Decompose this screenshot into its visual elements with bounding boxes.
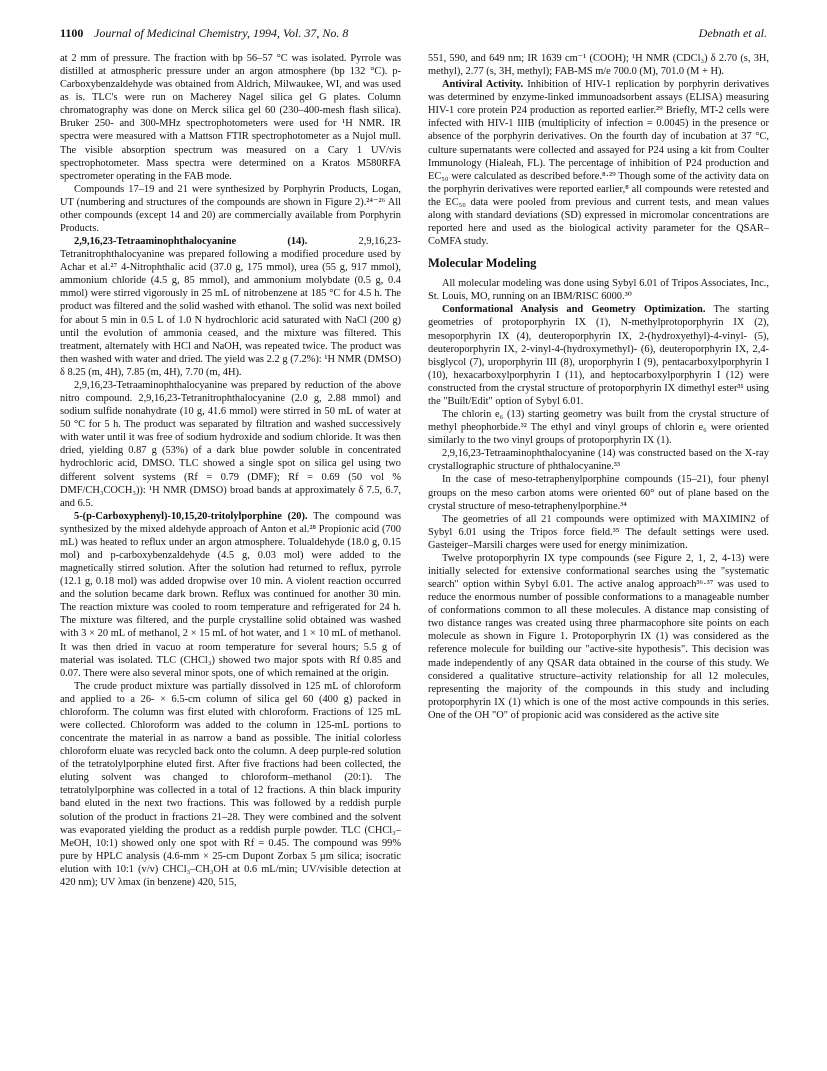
page-number: 1100 xyxy=(60,26,84,40)
running-authors: Debnath et al. xyxy=(698,26,767,40)
body-paragraph xyxy=(428,552,769,722)
body-paragraph xyxy=(60,680,401,889)
body-paragraph xyxy=(428,408,769,447)
paragraph-text: The chlorin e₆ (13) starting geometry was built from the crystal structure of methyl pheophorbide.³² The ethyl and vinyl groups of chlorin e₆ were oriented similarly to the two vinyl groups of protoporphyrin IX (1). xyxy=(428,409,769,447)
body-paragraph xyxy=(428,447,769,473)
paragraph-text: All molecular modeling was done using Sybyl 6.01 of Tripos Associates, Inc., St. Louis, MO, running on an IBM/RISC 6000.³⁰ xyxy=(428,278,769,303)
paragraph-text: 551, 590, and 649 nm; IR 1639 cm⁻¹ (COOH); ¹H NMR (CDCl₃) δ 2.70 (s, 3H, methyl), 2.77 (s, 3H, methyl); FAB-MS m/e 700.0 (M), 701.0 (M + H). xyxy=(428,53,769,78)
paragraph-text: Inhibition of HIV-1 replication by porphyrin derivatives was determined by enzyme-linked immunoadsorbent assays (ELISA) measuring HIV-1 core protein P24 production as reported earlier.²⁹ Briefly, MT-2 cells were infected with HIV-1 IIIB (multiplicity of infection = 0.0045) in the presence or absence of the porphyrin derivatives. On the fourth day of incubation at 37 °C, culture supernatants were collected and assayed for P24 using a kit from Coulter Immunology (Hialeah, FL). The percentage of inhibition of P24 production and EC₅₀ were calculated as described before.⁸·²⁹ Though some of the activity data on the porphyrin derivatives were reported earlier,⁸ all compounds were retested and the EC₅₀ data were pooled from previous and current tests, and mean values along with standard deviations (SD) expressed in micromolar concentrations are reported here and used as the biological activity parameter for the QSAR–CoMFA study. xyxy=(428,79,769,248)
journal-citation: Journal of Medicinal Chemistry, 1994, Vol. 37, No. 8 xyxy=(94,26,349,40)
paragraph-text: The compound was synthesized by the mixed aldehyde approach of Anton et al.²⁸ Propionic acid (700 mL) was heated to reflux under an argon atmosphere. Tolualdehyde (18.0 g, 0.15 mol) and p-carboxybenzaldehyde (4.5 g, 0.03 mol) were added to the magnetically stirred solution. After the solution had returned to reflux, pyrrole (12.1 g, 0.18 mol) was added dropwise over 10 min. A violent reaction occurred and the solution became dark brown. Reflux was continued for another 30 min. The reaction mixture was cooled to room temperature and refrigerated for 24 h. The mixture was filtered, and the purple crystalline solid obtained was washed with 3 × 20 mL of methanol, 2 × 15 mL of hot water, and 1 × 10 mL of methanol. It was then dried in vacuo at room temperature for several hours; 5.5 g of material was isolated. TLC (CHCl₃) showed two major spots with Rf 0.85 and 0.07. There were also several minor spots, one of which remained at the origin. xyxy=(60,510,401,679)
body-paragraph xyxy=(428,513,769,552)
paragraph-text: 2,9,16,23-Tetraaminophthalocyanine was prepared by reduction of the above nitro compound. 2,9,16,23-Tetranitrophthalocyanine (2.0 g, 2.88 mmol) and sodium sulfide nonahydrate (10 g, 41.6 mmol) were stirred in 50 mL of water at 50 °C for 5 h. The product was separated by filtration and washed successively with water until it was free of sodium hydroxide and sodium chloride. It was then dried, yielding 0.87 g (53%) of a dark blue powder soluble in concentrated hydrochloric acid, DMSO. TLC showed a single spot on silica gel using two different solvent systems (Rf = 0.79 (DMF); Rf = 0.69 (50 vol % DMF/CH₃COCH₃)): ¹H NMR (DMSO) broad bands at approximately δ 7.5, 6.7, and 6.5. xyxy=(60,379,401,509)
run-in-heading: 5-(p-Carboxyphenyl)-10,15,20-tritolylporphine (20). xyxy=(74,510,308,522)
body-paragraph xyxy=(428,78,769,248)
paragraph-text: 2,9,16,23-Tetraaminophthalocyanine (14) was constructed based on the X-ray crystallographic structure of phthalocyanine.³³ xyxy=(428,448,769,473)
body-paragraph xyxy=(60,183,401,235)
section-heading: Molecular Modeling xyxy=(428,256,537,271)
body-paragraph xyxy=(60,510,401,680)
body-paragraph xyxy=(428,303,769,408)
paragraph-text: The starting geometries of protoporphyrin IX (1), N-methylprotoporphyrin IX (2), mesoporphyrin IX (4), deuteroporphyrin IX, 2-(hydroxyethyl)-4-vinyl- (5), deuteroporphyrin IX, 2-vinyl-4-(hydroxymethyl)- (6), deuteroporphyrin IX, 2,4-bisglycol (7), uroporphyrin III (8), uroporphyrin I (9), pentacarboxylporphyrin I (10), hexacarboxylporphyrin I (11), and heptocarboxylporphyrin I (12) were constructed from the crystal structure of protoporphyrin IX dimethyl ester³¹ using the "Built/Edit" option of Sybyl 6.01. xyxy=(428,304,769,407)
left-column xyxy=(60,52,401,889)
paragraph-text: In the case of meso-tetraphenylporphine compounds (15–21), four phenyl groups on the meso carbon atoms were oriented 60° out of plane based on the crystal structure of meso-tetraphenylporphine.³⁴ xyxy=(428,474,769,512)
paragraph-text: The geometries of all 21 compounds were optimized with MAXIMIN2 of Sybyl 6.01 using the Tripos force field.³⁵ The default settings were used. Gasteiger–Marsili charges were used for energy minimization. xyxy=(428,513,769,551)
body-paragraph xyxy=(428,473,769,512)
body-paragraph xyxy=(60,379,401,510)
run-in-heading: Antiviral Activity. xyxy=(442,79,524,91)
right-column xyxy=(428,52,769,722)
paragraph-text: 2,9,16,23-Tetranitrophthalocyanine was prepared following a modified procedure used by Achar et al.²⁷ 4-Nitrophthalic acid (37.0 g, 175 mmol), urea (55 g, 917 mmol), ammonium chloride (4.5 g, 85 mmol), and ammonium molybdate (0.5 g, 0.4 mmol) were stirred vigorously in 25 mL of nitrobenzene at 185 °C for 4.5 h. The product was filtered and the solid washed with ethanol. The solid was next boiled for about 5 min in 0.5 L of 1.0 N hydrochloric acid saturated with NaCl (200 g) until the evolution of ammonia ceased, and the mixture was filtered. This treatment, alternately with HCl and NaOH, was repeated twice. The product was then washed with water and dried. The yield was 2.2 g (7.2%): ¹H NMR (DMSO) δ 8.25 (m, 4H), 7.85 (m, 4H), 7.70 (m, 4H). xyxy=(60,236,401,378)
paragraph-text: at 2 mm of pressure. The fraction with bp 56–57 °C was isolated. Pyrrole was distilled at atmospheric pressure under an argon atmosphere (bp 132 °C). p-Carboxybenzaldehyde was obtained from Aldrich, Milwaukee, WI, and was used as is. TLC's were run on Macherey Nagel silica gel G plates. Column chromatography was done on Merck silica gel 60 (230–400-mesh flash silica). Bruker 250- and 300-MHz spectrophotometers were used for ¹H NMR. IR spectra were measured with a Mattson FTIR spectrophotometer as a Nujol mull. The visible absorption spectrum was measured on a Cary 1 UV/vis spectrophotometer. Mass spectra were determined on a Kratos M580RFA spectrometer operating in the FAB mode. xyxy=(60,53,401,182)
paragraph-text: The crude product mixture was partially dissolved in 125 mL of chloroform and applied to a 26- × 6.5-cm column of silica gel 60 (400 g) packed in chloroform. The column was first eluted with chloroform. Fractions of 125 mL were collected. Chloroform was added to the column in 125-mL portions to concentrate the material in as narrow a band as possible. The initial colorless chloroform eluate was recycled back onto the column. A deep purple-red solution of the tetratolylporphine eluted first. After five fractions had been collected, the eluting solvent was changed to chloroform–methanol (20:1). The tetratolylporphine was collected in a total of 12 fractions. A thin black impurity band eluted in the next two fractions. This was followed by a reddish purple solution of the product in fractions 21–28. They were combined and the solvent was evaporated yielding the product as a reddish purple powder. TLC (CHCl₃–MeOH, 10:1) showed only one spot with Rf = 0.45. The compound was 99% pure by HPLC analysis (4.6-mm × 25-cm Dupont Zorbax 5 µm silica; isocratic elution with 10:1 (v/v) CHCl₃–CH₃OH at 0.6 mL/min; UV/visible detection at 420 nm); UV λmax (in benzene) 420, 515, xyxy=(60,680,401,888)
run-in-heading: 2,9,16,23-Tetraaminophthalocyanine (14). xyxy=(74,236,308,248)
body-paragraph xyxy=(428,52,769,78)
page-header xyxy=(60,26,767,42)
paragraph-text: Compounds 17–19 and 21 were synthesized by Porphyrin Products, Logan, UT (numbering and structures of the compounds are shown in Figure 2).²⁴⁻²⁶ All other compounds (except 14 and 20) are commercially available from Porphyrin Products. xyxy=(60,183,401,235)
body-paragraph xyxy=(60,235,401,379)
body-paragraph xyxy=(428,277,769,303)
paragraph-text: Twelve protoporphyrin IX type compounds (see Figure 2, 1, 2, 4-13) were initially selected for extensive conformational searches using the "systematic search" option within Sybyl 6.01. The active analog approach³⁶·³⁷ was used to reduce the enormous number of possible conformations to a manageable number of conformations common to all these molecules. A distance map consisting of two distance ranges was created using three pharmacophore site points on each molecule as shown in Figure 1. Protoporphyrin IX (1) was considered as the reference molecule for building our "active-site hypothesis". This decision was made independently of any QSAR data obtained in the course of this study. We considered a qualitative structure–activity relationship for all 12 molecules, representing the majority of the compounds in this study and including protoporphyrin IX (1) which is one of the most active compounds in this series. One of the OH "O" of propionic acid was considered as the active site xyxy=(428,552,769,721)
run-in-heading: Conformational Analysis and Geometry Optimization. xyxy=(442,304,706,316)
body-paragraph xyxy=(60,52,401,183)
